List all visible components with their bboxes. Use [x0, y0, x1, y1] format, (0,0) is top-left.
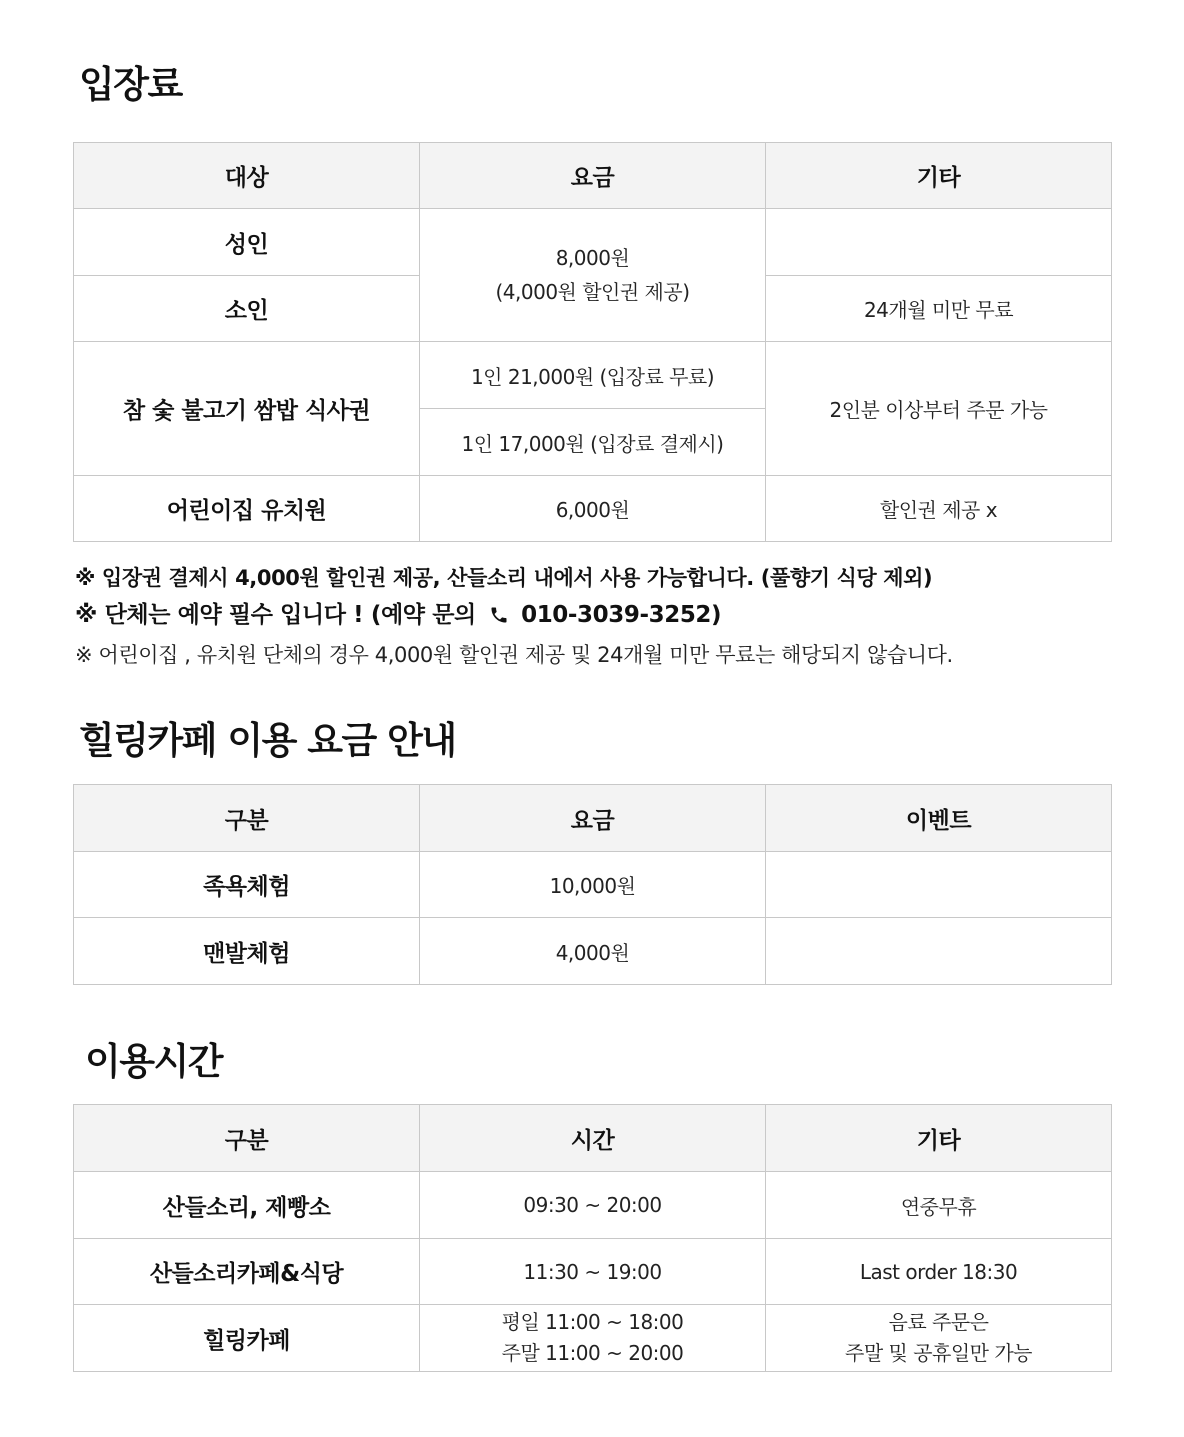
header-time: 시간 — [420, 1105, 766, 1172]
hours-title: 이용시간 — [85, 1040, 222, 1083]
note-reservation — [75, 597, 1135, 637]
bakery-label: 산들소리, 제빵소 — [74, 1172, 420, 1239]
kinder-other: 할인권 제공 x — [766, 476, 1112, 542]
barefoot-price: 4,000원 — [420, 918, 766, 985]
cafe-restaurant-label: 산들소리카페&식당 — [74, 1239, 420, 1305]
child-other: 24개월 미만 무료 — [766, 276, 1112, 342]
drink-order-days: 주말 및 공휴일만 가능 — [845, 1341, 1032, 1365]
kinder-label: 어린이집 유치원 — [74, 476, 420, 542]
barefoot-label: 맨발체험 — [74, 918, 420, 985]
healing-cafe-label: 힐링카페 — [74, 1305, 420, 1372]
hours-table — [73, 1104, 1112, 1372]
meal-price-2: 1인 17,000원 (입장료 결제시) — [420, 409, 766, 476]
footbath-event — [766, 852, 1112, 918]
note-discount: ※ 입장권 결제시 4,000원 할인권 제공, 산들소리 내에서 사용 가능합니다. (풀향기 식당 제외) — [75, 566, 933, 590]
table-row — [74, 1305, 1112, 1372]
footbath-price: 10,000원 — [420, 852, 766, 918]
header-category: 구분 — [74, 785, 420, 852]
header-category: 구분 — [74, 1105, 420, 1172]
notes — [75, 560, 1135, 674]
table-row — [74, 1239, 1112, 1305]
header-other: 기타 — [766, 1105, 1112, 1172]
admission-title: 입장료 — [79, 63, 182, 106]
child-label: 소인 — [74, 276, 420, 342]
adult-other — [766, 209, 1112, 276]
drink-order-note: 음료 주문은 — [888, 1310, 989, 1334]
meal-other: 2인분 이상부터 주문 가능 — [766, 342, 1112, 476]
healing-table — [73, 784, 1112, 985]
meal-price-1: 1인 21,000원 (입장료 무료) — [420, 342, 766, 409]
bakery-time: 09:30 ~ 20:00 — [420, 1172, 766, 1239]
table-row — [74, 209, 1112, 276]
header-event: 이벤트 — [766, 785, 1112, 852]
cafe-restaurant-other: Last order 18:30 — [766, 1239, 1112, 1305]
header-target: 대상 — [74, 143, 420, 209]
note-kindergarten: ※ 어린이집 , 유치원 단체의 경우 4,000원 할인권 제공 및 24개월 미만 무료는 해당되지 않습니다. — [75, 643, 953, 667]
weekday-time: 평일 11:00 ~ 18:00 — [501, 1310, 684, 1334]
meal-label: 참 숯 불고기 쌈밥 식사권 — [74, 342, 420, 476]
healing-title: 힐링카페 이용 요금 안내 — [79, 719, 456, 762]
healing-cafe-time — [420, 1305, 766, 1372]
kinder-price: 6,000원 — [420, 476, 766, 542]
weekend-time: 주말 11:00 ~ 20:00 — [501, 1341, 684, 1365]
header-other: 기타 — [766, 143, 1112, 209]
healing-header-row — [74, 785, 1112, 852]
table-row — [74, 342, 1112, 409]
bakery-other: 연중무휴 — [766, 1172, 1112, 1239]
table-row — [74, 476, 1112, 542]
admission-header-row — [74, 143, 1112, 209]
table-row — [74, 852, 1112, 918]
barefoot-event — [766, 918, 1112, 985]
table-row — [74, 918, 1112, 985]
phone-number: 010-3039-3252) — [521, 602, 722, 628]
footbath-label: 족욕체험 — [74, 852, 420, 918]
phone-icon — [489, 600, 509, 637]
admission-table — [73, 142, 1112, 542]
healing-cafe-other — [766, 1305, 1112, 1372]
cafe-restaurant-time: 11:30 ~ 19:00 — [420, 1239, 766, 1305]
price-note: (4,000원 할인권 제공) — [495, 280, 690, 304]
table-row — [74, 1172, 1112, 1239]
price-text: 8,000원 — [555, 246, 630, 270]
note-reservation-text: ※ 단체는 예약 필수 입니다 ! (예약 문의 — [75, 602, 476, 628]
header-price: 요금 — [420, 143, 766, 209]
hours-header-row — [74, 1105, 1112, 1172]
header-price: 요금 — [420, 785, 766, 852]
adult-child-price — [420, 209, 766, 342]
adult-label: 성인 — [74, 209, 420, 276]
